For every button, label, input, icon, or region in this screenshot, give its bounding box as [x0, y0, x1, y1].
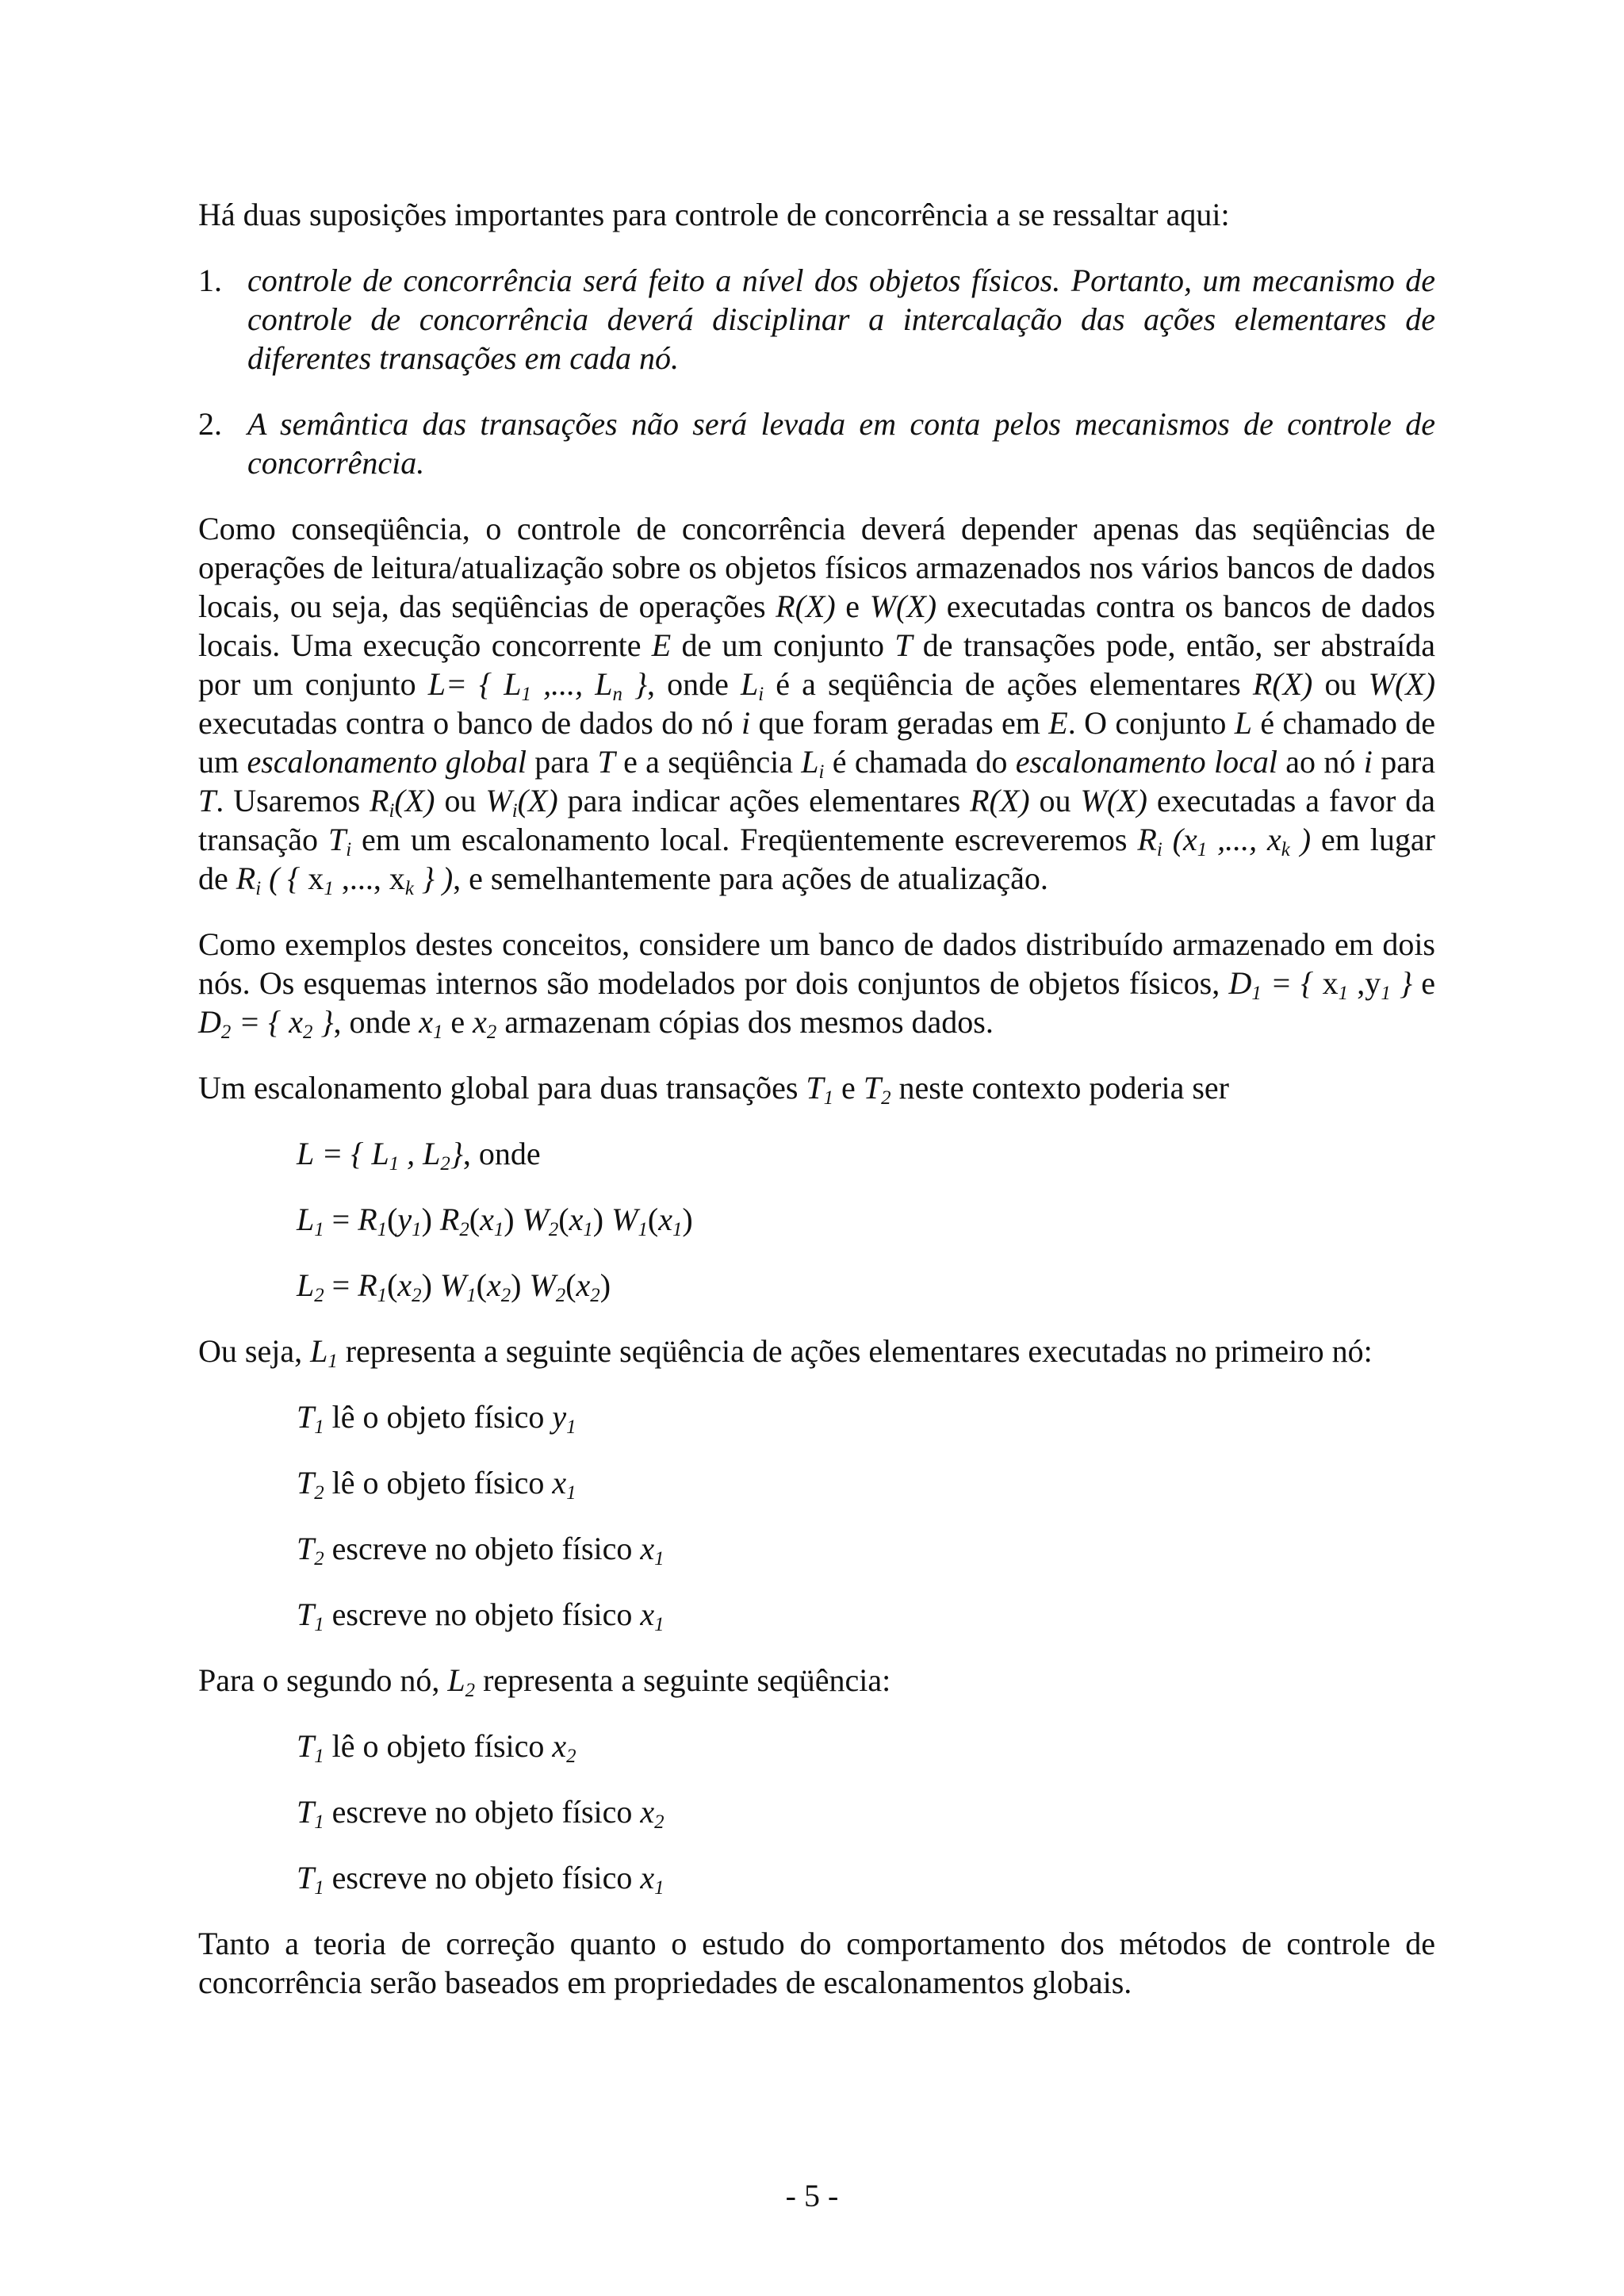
schedule-l2: $L_2 = R_1(x_2)$ $W_1(x_2)$ $W_2(x_2)$ [297, 1267, 611, 1306]
schedule-operation: $W_2(x_2)$ [529, 1267, 611, 1306]
schedule-l1: $L_1 = R_1(y_1)$ $R_2(x_1)$ $W_2(x_1)$ $W_1(x_1)$ [297, 1202, 693, 1240]
schedule-operation: $R_1(x_2)$ [358, 1267, 432, 1306]
assumption-number: 1. [198, 263, 222, 298]
schedule-operation: $R_2(x_1)$ [439, 1202, 515, 1240]
schedule-operation: $W_1(x_2)$ [439, 1267, 522, 1306]
schedule-l-definition: L = { $L_1$ , $L_2$}, onde [297, 1136, 541, 1175]
intro-paragraph: Há duas suposições importantes para controle de concorrência a se ressaltar aqui: [198, 197, 1230, 232]
conclusion-paragraph: Tanto a teoria de correção quanto o estudo do comportamento dos métodos de controle de concorrência serão baseados em propriedades de escalonamentos globais. [198, 1926, 1435, 2000]
step-line: $T_2$ escreve no objeto físico $x_1$ [297, 1531, 665, 1570]
assumption-item-2 [198, 404, 1435, 482]
schedule-definition [198, 1134, 1435, 1305]
step-line: $T_1$ escreve no objeto físico $x_1$ [297, 1596, 665, 1635]
step-line: $T_1$ escreve no objeto físico $x_2$ [297, 1794, 665, 1833]
step-line: $T_1$ lê o objeto físico $x_2$ [297, 1728, 576, 1767]
document-body [198, 195, 1435, 2002]
page-number: - 5 - [785, 2178, 839, 2214]
assumption-number: 2. [198, 406, 222, 442]
paragraph-node1-intro: Ou seja, $L_1$ representa a seguinte seqüência de ações elementares executadas no primeiro nó: [198, 1333, 1373, 1372]
step-line: $T_1$ escreve no objeto físico $x_1$ [297, 1860, 665, 1899]
node1-steps [198, 1397, 1435, 1634]
schedule-l1-operations [358, 1202, 693, 1240]
assumption-text: A semântica das transações não será levada em conta pelos mecanismos de controle de concorrência. [247, 406, 1435, 481]
assumption-item-1 [198, 261, 1435, 378]
paragraph-global-schedule: Um escalonamento global para duas transações $T_1$ e $T_2$ neste contexto poderia ser [198, 1070, 1229, 1109]
schedule-l2-operations [358, 1267, 611, 1306]
schedule-operation: $R_1(y_1)$ [358, 1202, 432, 1240]
schedule-operation: $W_1(x_1)$ [611, 1202, 693, 1240]
schedule-operation: $W_2(x_1)$ [522, 1202, 604, 1240]
assumption-text: controle de concorrência será feito a nível dos objetos físicos. Portanto, um mecanismo de controle de concorrência deverá disciplinar a intercalação das ações elementares de diferentes transações em cada nó. [247, 263, 1435, 376]
step-line: $T_1$ lê o objeto físico $y_1$ [297, 1399, 576, 1438]
step-line: $T_2$ lê o objeto físico $x_1$ [297, 1465, 576, 1504]
paragraph-node2-intro: Para o segundo nó, $L_2$ representa a seguinte seqüência: [198, 1662, 891, 1701]
paragraph-local-schedules: Como conseqüência, o controle de concorrência deverá depender apenas das seqüências de operações de leitura/atualização sobre os objetos físicos armazenados nos vários bancos de dados locais, ou seja, das seqüências de operações R(X) e W(X) executadas contra os bancos de dados locais. Uma execução concorrente E de um conjunto T de transações pode, então, ser abstraída por um conjunto L= { $L_1$ ,..., $L_n$ }, onde $L_i$ é a seqüência de ações elementares R(X) ou W(X) executadas contra o banco de dados do nó i que foram geradas em E. O conjunto L é chamado de um escalonamento global para T e a seqüência $L_i$ é chamada do escalonamento local ao nó i para T. Usaremos $R_i(X)$ ou $W_i(X)$ para indicar ações elementares R(X) ou W(X) executadas a favor da transação $T_i$ em um escalonamento local. Freqüentemente escreveremos $R_i$ ($x_1$ ,..., $x_k$ ) em lugar de $R_i$ ( { $x_1$ ,..., $x_k$ } ), e semelhantemente para ações de atualização. [198, 511, 1436, 899]
node2-steps [198, 1727, 1435, 1897]
paragraph-example: Como exemplos destes conceitos, considere um banco de dados distribuído armazenado em dois nós. Os esquemas internos são modelados por dois conjuntos de objetos físicos, $D_1$ = { $x_1$ $,y_1$ } e $D_2$ = { $x_2$ }, onde $x_1$ e $x_2$ armazenam cópias dos mesmos dados. [198, 926, 1436, 1043]
